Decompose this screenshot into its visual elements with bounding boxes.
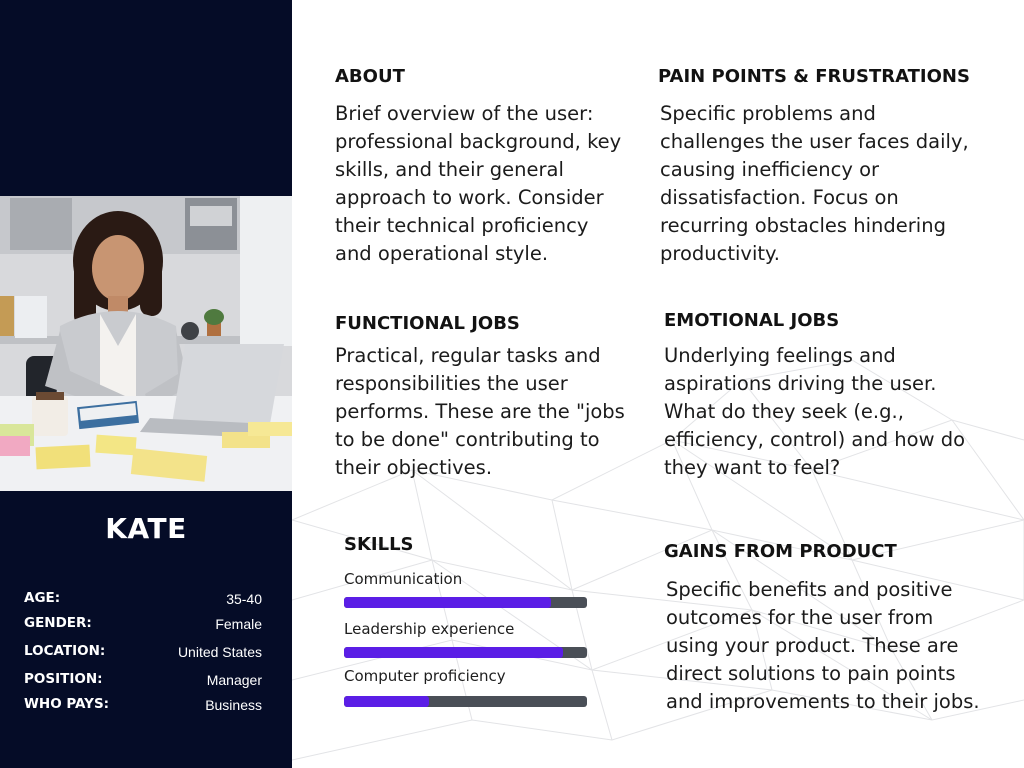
gains-line: outcomes for the user from <box>666 606 934 629</box>
skills-heading: SKILLS <box>344 534 414 555</box>
pain-points-line: Specific problems and <box>660 102 876 125</box>
skill-label: Communication <box>344 570 463 588</box>
about-text <box>335 100 635 268</box>
detail-value: Business <box>205 697 262 713</box>
functional-jobs-line: performs. These are the "jobs <box>335 400 625 423</box>
gains-line: direct solutions to pain points <box>666 662 956 685</box>
pain-points-line: productivity. <box>660 242 780 265</box>
emotional-jobs-line: Underlying feelings and <box>664 344 896 367</box>
pain-points-line: causing inefficiency or <box>660 158 880 181</box>
pain-points-heading: PAIN POINTS & FRUSTRATIONS <box>658 66 970 87</box>
emotional-jobs-line: efficiency, control) and how do <box>664 428 966 451</box>
detail-value: United States <box>177 644 262 660</box>
about-line: approach to work. Consider <box>335 186 604 209</box>
about-line: skills, and their general <box>335 158 564 181</box>
gains-text <box>666 576 1006 716</box>
detail-key: AGE: <box>24 590 61 606</box>
skill-bar-computer <box>344 696 587 707</box>
detail-row-position <box>24 671 262 691</box>
pain-points-line: dissatisfaction. Focus on <box>660 186 899 209</box>
emotional-jobs-heading: EMOTIONAL JOBS <box>664 310 840 331</box>
skill-bar-fill <box>344 647 563 658</box>
pain-points-line: challenges the user faces daily, <box>660 130 969 153</box>
detail-row-gender <box>24 615 262 635</box>
functional-jobs-heading: FUNCTIONAL JOBS <box>335 313 520 334</box>
detail-key: WHO PAYS: <box>24 696 110 712</box>
detail-row-age <box>24 590 262 610</box>
skill-bar-fill <box>344 696 429 707</box>
skill-bar-communication <box>344 597 587 608</box>
persona-name: KATE <box>105 512 187 545</box>
skill-bar-leadership <box>344 647 587 658</box>
gains-line: Specific benefits and positive <box>666 578 953 601</box>
about-line: Brief overview of the user: <box>335 102 594 125</box>
emotional-jobs-line: they want to feel? <box>664 456 841 479</box>
emotional-jobs-text <box>664 342 994 482</box>
pain-points-line: recurring obstacles hindering <box>660 214 946 237</box>
skill-label: Computer proficiency <box>344 667 506 685</box>
gains-line: using your product. These are <box>666 634 959 657</box>
persona-panel <box>0 0 292 768</box>
about-line: and operational style. <box>335 242 549 265</box>
functional-jobs-line: responsibilities the user <box>335 372 568 395</box>
detail-value: Female <box>215 616 262 632</box>
detail-key: POSITION: <box>24 671 103 687</box>
persona-photo <box>0 196 292 491</box>
skill-bar-fill <box>344 597 551 608</box>
gains-heading: GAINS FROM PRODUCT <box>664 541 897 562</box>
about-heading: ABOUT <box>335 66 405 87</box>
about-line: professional background, key <box>335 130 622 153</box>
skill-label: Leadership experience <box>344 620 515 638</box>
detail-row-who-pays <box>24 696 262 716</box>
detail-value: Manager <box>206 672 262 688</box>
gains-line: and improvements to their jobs. <box>666 690 980 713</box>
emotional-jobs-line: aspirations driving the user. <box>664 372 937 395</box>
functional-jobs-line: to be done" contributing to <box>335 428 600 451</box>
functional-jobs-line: their objectives. <box>335 456 493 479</box>
detail-row-location <box>24 643 262 663</box>
functional-jobs-text <box>335 342 640 482</box>
detail-key: GENDER: <box>24 615 92 631</box>
emotional-jobs-line: What do they seek (e.g., <box>664 400 904 423</box>
about-line: their technical proficiency <box>335 214 589 237</box>
functional-jobs-line: Practical, regular tasks and <box>335 344 601 367</box>
detail-value: 35-40 <box>226 591 262 607</box>
persona-content <box>292 0 1024 768</box>
pain-points-text <box>660 100 990 268</box>
detail-key: LOCATION: <box>24 643 106 659</box>
